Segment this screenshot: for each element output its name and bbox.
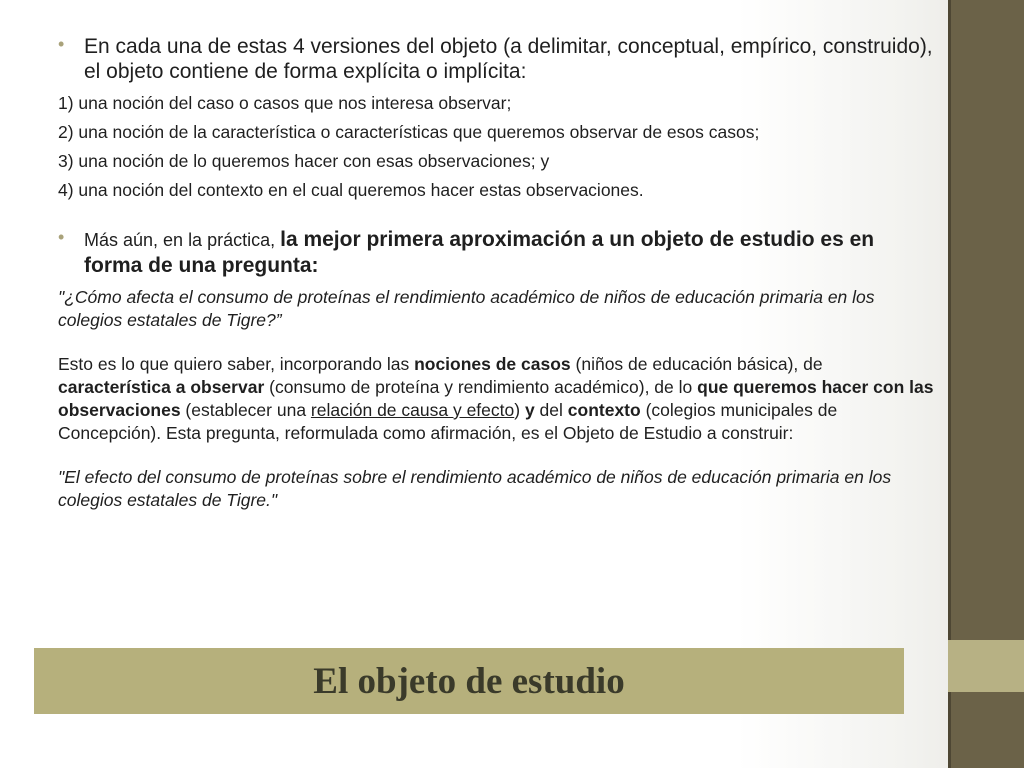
emphasis-observations: que queremos hacer con las observaciones bbox=[58, 377, 934, 420]
emphasis-context: contexto bbox=[567, 399, 641, 420]
text-run: Esto es lo que quiero saber, incorporando las bbox=[58, 354, 415, 375]
text-run: ) bbox=[514, 399, 525, 420]
text-run: del bbox=[534, 399, 568, 420]
research-question-quote: "¿Cómo afecta el consumo de proteínas el rendimiento académico de niños de educación primaria en los colegios estatales de Tigre?” bbox=[58, 286, 875, 330]
text-run: (consumo de proteína y rendimiento académico), de lo bbox=[264, 377, 698, 397]
list-item: 3) una noción de lo queremos hacer con esas observaciones; y bbox=[58, 150, 550, 171]
bullet-practice-emphasis: la mejor primera aproximación a un objeto de estudio es en forma de una pregunta bbox=[84, 228, 875, 277]
study-object-statement-quote: "El efecto del consumo de proteínas sobre el rendimiento académico de niños de educación primaria en los colegios estatales de Tigre." bbox=[58, 467, 892, 510]
bullet-practice-colon: : bbox=[311, 253, 319, 277]
bullet-versions-text: En cada una de estas 4 versiones del objeto (a delimitar, conceptual, empírico, construido), el objeto contiene de forma explícita o implícita: bbox=[84, 35, 933, 84]
bullet-practice bbox=[58, 227, 938, 277]
title-band bbox=[34, 648, 904, 714]
stripe-accent-block bbox=[948, 640, 1024, 692]
text-run: (colegios municipales de Concepción). Esta pregunta, reformulada como afirmación, es el Objeto de Estudio a construir: bbox=[58, 399, 838, 443]
slide-body bbox=[58, 30, 938, 512]
bullet-dot-icon: • bbox=[58, 34, 65, 54]
bullet-practice-text bbox=[84, 228, 874, 276]
underlined-cause-effect: relación de causa y efecto bbox=[310, 399, 515, 420]
slide-title: El objeto de estudio bbox=[313, 660, 625, 702]
bullet-practice-intro: Más aún, en la práctica, bbox=[84, 230, 281, 251]
text-run: (niños de educación básica), de bbox=[570, 354, 823, 375]
bullet-versions bbox=[58, 34, 938, 84]
list-item: 4) una noción del contexto en el cual queremos hacer estas observaciones. bbox=[58, 179, 644, 200]
emphasis-y: y bbox=[524, 399, 535, 420]
emphasis-characteristic: característica a observar bbox=[58, 377, 265, 397]
list-item: 2) una noción de la característica o características que queremos observar de esos casos; bbox=[58, 122, 760, 143]
bullet-dot-icon: • bbox=[58, 227, 65, 248]
list-item: 1) una noción del caso o casos que nos interesa observar; bbox=[58, 93, 512, 114]
decorative-stripe bbox=[948, 0, 1024, 768]
explanation-paragraph bbox=[58, 353, 938, 444]
emphasis-cases: nociones de casos bbox=[414, 354, 571, 375]
text-run: (establecer una bbox=[180, 399, 311, 420]
